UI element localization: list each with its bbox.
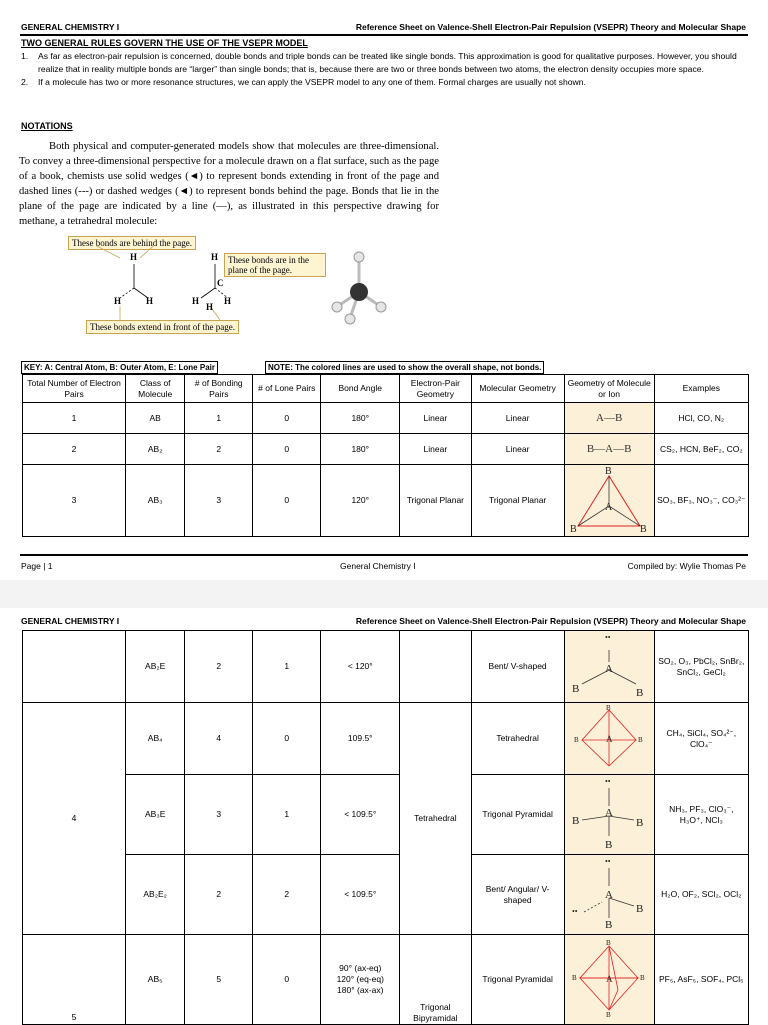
geometry-drawing-cell: B—A—B bbox=[564, 434, 654, 465]
class-cell: AB₂E₂ bbox=[126, 855, 185, 935]
c-atom-label: C bbox=[217, 278, 224, 288]
lone-pairs-cell: 2 bbox=[253, 855, 321, 935]
mol-geometry-cell: Trigonal Pyramidal bbox=[471, 935, 564, 1025]
lone-pairs-cell: 1 bbox=[253, 775, 321, 855]
ep-geometry-cell bbox=[400, 631, 471, 703]
table-row bbox=[23, 465, 749, 537]
class-cell: AB₄ bbox=[126, 703, 185, 775]
bond-angle-cell: 90° (ax-eq) 120° (eq-eq) 180° (ax-ax) bbox=[321, 935, 400, 1025]
geometry-drawing-cell bbox=[564, 935, 654, 1025]
ep-geometry-cell: Trigonal Bipyramidal bbox=[400, 935, 471, 1025]
class-cell: AB₃ bbox=[126, 465, 185, 537]
trigonal-planar-drawing bbox=[570, 466, 648, 532]
atom-b-label: B bbox=[640, 524, 647, 532]
h-atom-label: H bbox=[206, 302, 214, 312]
lone-pair-dots: •• bbox=[605, 633, 611, 642]
examples-cell: CS₂, HCN, BeF₂, CO₂ bbox=[654, 434, 748, 465]
geometry-drawing-cell: A—B bbox=[564, 403, 654, 434]
class-cell: AB bbox=[126, 403, 185, 434]
bonding-pairs-cell: 2 bbox=[185, 631, 253, 703]
footer-right: Compiled by: Wylie Thomas Pe bbox=[627, 561, 746, 571]
bonding-pairs-cell: 2 bbox=[185, 855, 253, 935]
rule-number: 1. bbox=[21, 51, 29, 61]
geometry-drawing-cell bbox=[564, 855, 654, 935]
table-row bbox=[23, 403, 749, 434]
geometry-drawing-cell bbox=[564, 775, 654, 855]
geometry-drawing-cell bbox=[564, 703, 654, 775]
lone-pairs-cell: 0 bbox=[253, 703, 321, 775]
atom-b-label: B bbox=[605, 919, 613, 930]
bonding-pairs-cell: 3 bbox=[185, 775, 253, 855]
methane-ball-model bbox=[328, 248, 390, 326]
notations-title: NOTATIONS bbox=[21, 121, 73, 131]
examples-cell: HCl, CO, N₂ bbox=[654, 403, 748, 434]
trigonal-bipyramidal-drawing bbox=[570, 938, 648, 1018]
vsepr-table-page2 bbox=[22, 630, 749, 1025]
atom-b-label: B bbox=[605, 839, 613, 850]
atom-a-label: A bbox=[605, 502, 613, 513]
atom-b-label: B bbox=[572, 683, 580, 695]
bond-angle-cell: 120° bbox=[321, 465, 400, 537]
mol-geometry-cell: Trigonal Pyramidal bbox=[471, 775, 564, 855]
callout-behind: These bonds are behind the page. bbox=[68, 236, 196, 250]
table-row bbox=[23, 434, 749, 465]
rule-text: As far as electron-pair repulsion is concerned, double bonds and triple bonds can be treated like single bonds. This approximation is good for qualitative purposes. However, you should realize that in reality multiple bonds are “larger” than single bonds; that is, because there are two or three bonds between two atoms, the electron density occupies more space. bbox=[38, 51, 737, 74]
bond-angle-cell: < 109.5° bbox=[321, 775, 400, 855]
examples-cell: CH₄, SiCl₄, SO₄²⁻, ClO₄⁻ bbox=[654, 703, 748, 775]
atom-b-label: B bbox=[606, 1011, 611, 1018]
bond-angle-cell: 180° bbox=[321, 434, 400, 465]
examples-cell: H₂O, OF₂, SCl₂, OCl₂ bbox=[654, 855, 748, 935]
callout-front: These bonds extend in front of the page. bbox=[86, 320, 239, 334]
footer-center: General Chemistry I bbox=[340, 561, 416, 571]
table-row bbox=[23, 703, 749, 775]
atom-a-label: A bbox=[605, 889, 614, 901]
rule-text: If a molecule has two or more resonance structures, we can apply the VSEPR model to any one of them. Formal charges are usually not shown. bbox=[38, 77, 586, 87]
mol-geometry-cell: Trigonal Planar bbox=[471, 465, 564, 537]
bonding-pairs-cell: 3 bbox=[185, 465, 253, 537]
examples-cell: SO₃, BF₃, NO₃⁻, CO₃²⁻ bbox=[654, 465, 748, 537]
page1-header-left: GENERAL CHEMISTRY I bbox=[21, 22, 120, 32]
bonding-pairs-cell: 4 bbox=[185, 703, 253, 775]
bonding-pairs-cell: 2 bbox=[185, 434, 253, 465]
atom-b-label: B bbox=[636, 687, 644, 698]
h-atom-label: H bbox=[211, 252, 219, 262]
atom-a-label: A bbox=[606, 974, 613, 984]
bond-angle-cell: 180° bbox=[321, 403, 400, 434]
col-header: Geometry of Molecule or Ion bbox=[564, 375, 654, 403]
h-atom-label: H bbox=[130, 252, 138, 262]
class-cell: AB₃E bbox=[126, 775, 185, 855]
rule-item bbox=[21, 50, 748, 76]
atom-b-label: B bbox=[640, 974, 645, 982]
methane-perspective-drawing bbox=[60, 246, 270, 326]
ep-geometry-cell: Linear bbox=[400, 434, 471, 465]
atom-a-label: A bbox=[605, 807, 614, 819]
class-cell: AB₂E bbox=[126, 631, 185, 703]
callout-plane: These bonds are in the plane of the page. bbox=[224, 253, 326, 277]
col-header: # of Bonding Pairs bbox=[185, 375, 253, 403]
rules-list bbox=[21, 50, 748, 89]
geometry-drawing-cell bbox=[564, 631, 654, 703]
examples-cell: SO₂, O₃, PbCl₂, SnBr₂, SnCl₂, GeCl₂ bbox=[654, 631, 748, 703]
col-header: Bond Angle bbox=[321, 375, 400, 403]
atom-b-label: B bbox=[574, 736, 579, 744]
bond-angle-cell: 109.5° bbox=[321, 703, 400, 775]
col-header: Examples bbox=[654, 375, 748, 403]
atom-b-label: B bbox=[638, 736, 643, 744]
tetrahedral-drawing bbox=[570, 704, 648, 770]
atom-a-label: A bbox=[606, 734, 613, 744]
total-pairs-cell: 4 bbox=[23, 703, 126, 935]
bond-angle-cell: < 120° bbox=[321, 631, 400, 703]
lone-pairs-cell: 0 bbox=[253, 434, 321, 465]
trigonal-pyramidal-drawing bbox=[570, 776, 648, 850]
vsepr-table-page1 bbox=[22, 374, 749, 537]
total-pairs-cell bbox=[23, 631, 126, 703]
mol-geometry-cell: Tetrahedral bbox=[471, 703, 564, 775]
page-gap bbox=[0, 580, 768, 608]
bond-angle-cell: < 109.5° bbox=[321, 855, 400, 935]
atom-b-label: B bbox=[606, 939, 611, 947]
h-atom-label: H bbox=[224, 296, 232, 306]
bent-angular-drawing bbox=[570, 856, 648, 930]
col-header: Total Number of Electron Pairs bbox=[23, 375, 126, 403]
col-header: Molecular Geometry bbox=[471, 375, 564, 403]
footer-left: Page | 1 bbox=[21, 561, 53, 571]
page1-header-right: Reference Sheet on Valence-Shell Electron-Pair Repulsion (VSEPR) Theory and Molecular Shape bbox=[355, 22, 746, 32]
mol-geometry-cell: Linear bbox=[471, 403, 564, 434]
bonding-pairs-cell: 5 bbox=[185, 935, 253, 1025]
bent-drawing bbox=[570, 632, 648, 698]
footer-rule bbox=[20, 554, 748, 556]
table-row bbox=[23, 631, 749, 703]
atom-b-label: B bbox=[606, 704, 611, 712]
rules-title: TWO GENERAL RULES GOVERN THE USE OF THE VSEPR MODEL bbox=[21, 38, 308, 48]
note-label: NOTE: The colored lines are used to show the overall shape, not bonds. bbox=[265, 361, 544, 374]
atom-b-label: B bbox=[605, 466, 612, 477]
lone-pair-dots: •• bbox=[605, 857, 611, 866]
lone-pairs-cell: 0 bbox=[253, 465, 321, 537]
rule-item bbox=[21, 76, 748, 89]
col-header: Class of Molecule bbox=[126, 375, 185, 403]
notations-paragraph: Both physical and computer-generated models show that molecules are three-dimensional. To convey a three-dimensional perspective for a molecule drawn on a flat surface, such as the page of a book, chemists use solid wedges (◄) to represent bonds extending in front of the page and dashed lines (---) or dashed wedges (◄) to represent bonds behind the page. Bonds that lie in the plane of the page are indicated by a line (—), as illustrated in this perspective drawing for methane, a tetrahedral molecule: bbox=[19, 141, 439, 227]
col-header: Electron-Pair Geometry bbox=[400, 375, 471, 403]
atom-b-label: B bbox=[572, 974, 577, 982]
ep-geometry-cell: Linear bbox=[400, 403, 471, 434]
h-atom-label: H bbox=[146, 296, 154, 306]
lone-pair-dots: •• bbox=[605, 777, 611, 786]
bonding-pairs-cell: 1 bbox=[185, 403, 253, 434]
class-cell: AB₅ bbox=[126, 935, 185, 1025]
table-header-row bbox=[23, 375, 749, 403]
ep-geometry-cell: Trigonal Planar bbox=[400, 465, 471, 537]
lone-pair-dots: •• bbox=[572, 907, 578, 916]
total-pairs-cell: 3 bbox=[23, 465, 126, 537]
h-atom-label: H bbox=[114, 296, 122, 306]
total-pairs-cell: 2 bbox=[23, 434, 126, 465]
page2-header-left: GENERAL CHEMISTRY I bbox=[21, 616, 120, 626]
ep-geometry-cell: Tetrahedral bbox=[400, 703, 471, 935]
mol-geometry-cell: Linear bbox=[471, 434, 564, 465]
page2-header-right: Reference Sheet on Valence-Shell Electron-Pair Repulsion (VSEPR) Theory and Molecular Shape bbox=[355, 616, 746, 626]
mol-geometry-cell: Bent/ Angular/ V-shaped bbox=[471, 855, 564, 935]
atom-b-label: B bbox=[636, 817, 644, 829]
table-row bbox=[23, 775, 749, 855]
class-cell: AB₂ bbox=[126, 434, 185, 465]
lone-pairs-cell: 0 bbox=[253, 403, 321, 434]
total-pairs-cell: 1 bbox=[23, 403, 126, 434]
col-header: # of Lone Pairs bbox=[253, 375, 321, 403]
atom-b-label: B bbox=[636, 903, 644, 915]
lone-pairs-cell: 1 bbox=[253, 631, 321, 703]
rule-number: 2. bbox=[21, 77, 29, 87]
atom-b-label: B bbox=[572, 815, 580, 827]
geometry-drawing-cell bbox=[564, 465, 654, 537]
table-row bbox=[23, 935, 749, 1025]
atom-b-label: B bbox=[570, 524, 577, 532]
examples-cell: NH₃, PF₃, ClO₃⁻, H₃O⁺, NCl₃ bbox=[654, 775, 748, 855]
examples-cell: PF₅, AsF₅, SOF₄, PCl₅ bbox=[654, 935, 748, 1025]
lone-pairs-cell: 0 bbox=[253, 935, 321, 1025]
h-atom-label: H bbox=[192, 296, 200, 306]
atom-a-label: A bbox=[605, 663, 614, 675]
header-rule bbox=[20, 34, 748, 36]
total-pairs-cell: 5 bbox=[23, 935, 126, 1025]
key-label: KEY: A: Central Atom, B: Outer Atom, E: Lone Pair bbox=[21, 361, 218, 374]
mol-geometry-cell: Bent/ V-shaped bbox=[471, 631, 564, 703]
table-row bbox=[23, 855, 749, 935]
